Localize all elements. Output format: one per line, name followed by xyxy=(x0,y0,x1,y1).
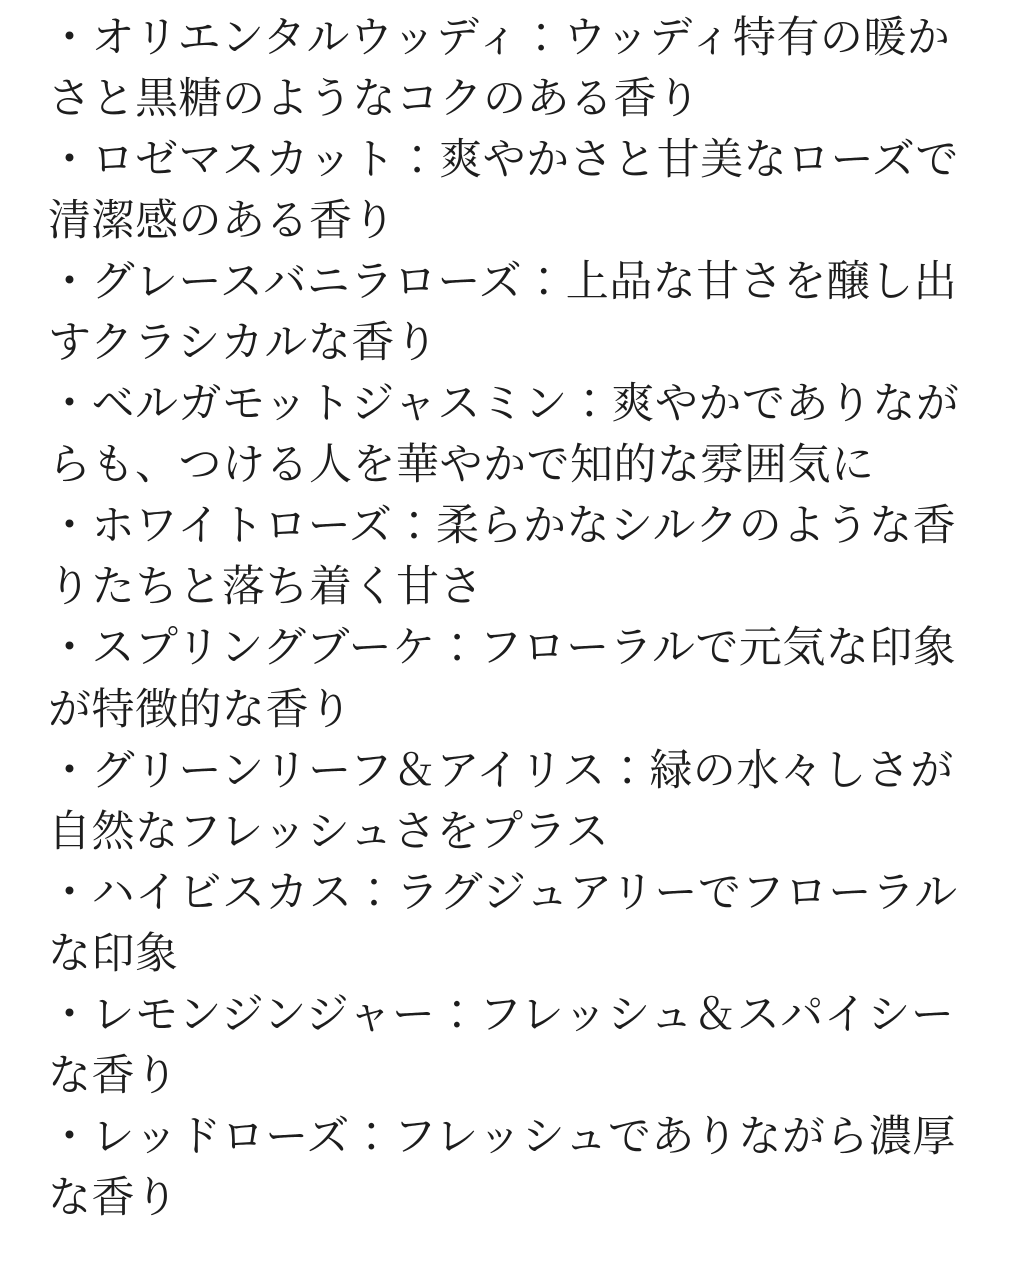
list-item: ・グリーンリーフ＆アイリス：緑の水々しさが自然なフレッシュさをプラス xyxy=(48,746,954,856)
list-item: ・グレースバニラローズ：上品な甘さを醸し出すクラシカルな香り xyxy=(48,258,958,368)
list-item: ・スプリングブーケ：フローラルで元気な印象が特徴的な香り xyxy=(48,624,957,734)
list-item: ・ロゼマスカット：爽やかさと甘美なローズで清潔感のある香り xyxy=(48,136,959,246)
scent-list xyxy=(48,8,976,1229)
list-item: ・オリエンタルウッディ：ウッディ特有の暖かさと黒糖のようなコクのある香り xyxy=(48,14,951,124)
list-item: ・ハイビスカス：ラグジュアリーでフローラルな印象 xyxy=(48,868,958,978)
list-item: ・ホワイトローズ：柔らかなシルクのような香りたちと落ち着く甘さ xyxy=(48,502,957,612)
list-item: ・レッドローズ：フレッシュでありながら濃厚な香り xyxy=(48,1112,956,1222)
list-item: ・ベルガモットジャスミン：爽やかでありながらも、つける人を華やかで知的な雰囲気に xyxy=(48,380,960,490)
list-item: ・レモンジンジャー：フレッシュ＆スパイシーな香り xyxy=(48,990,955,1100)
